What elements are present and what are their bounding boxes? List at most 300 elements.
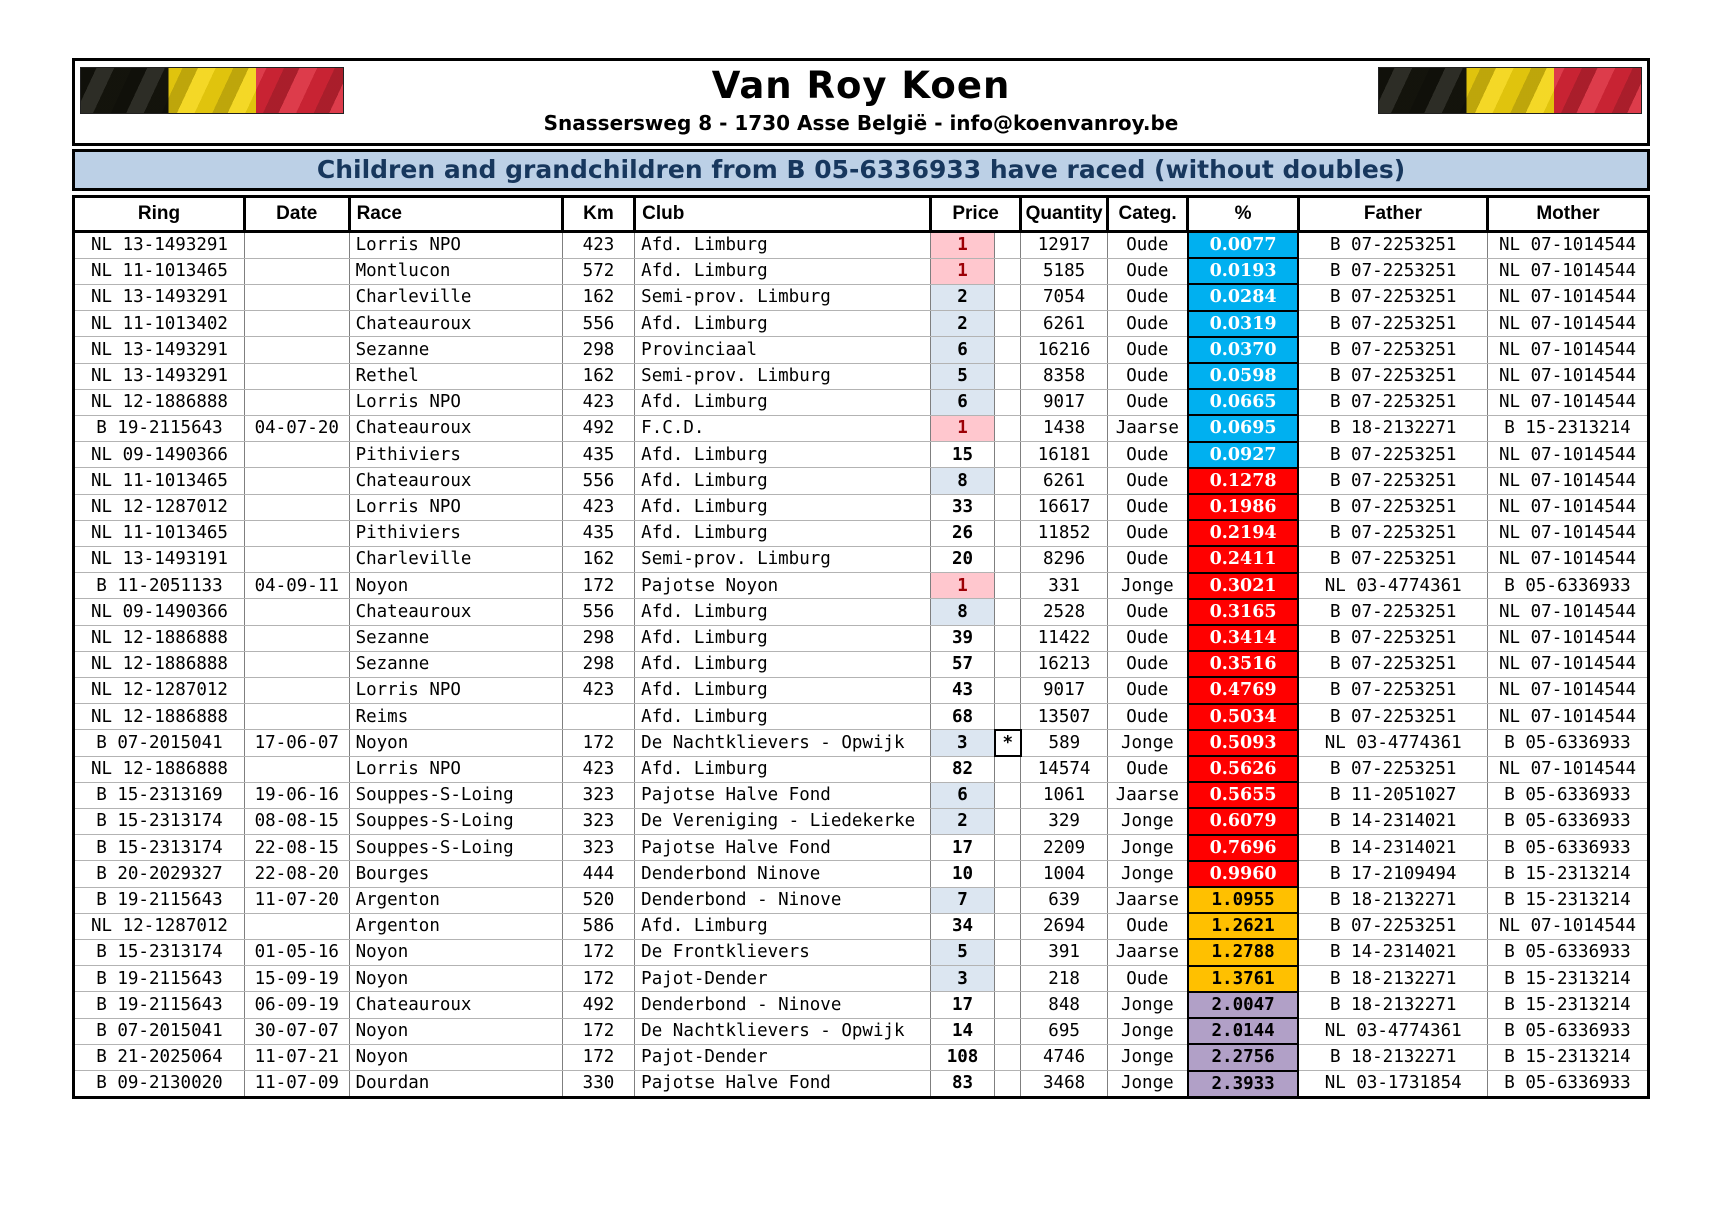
cell-categ: Jonge <box>1107 835 1187 861</box>
table-row <box>74 284 1649 310</box>
cell-father: B 07-2253251 <box>1298 284 1487 310</box>
cell-price: 1 <box>930 573 994 599</box>
cell-ring: B 09-2130020 <box>74 1071 245 1098</box>
cell-km: 492 <box>562 415 634 441</box>
cell-categ: Jonge <box>1107 1044 1187 1070</box>
cell-km: 444 <box>562 861 634 887</box>
cell-ring: NL 13-1493191 <box>74 546 245 572</box>
cell-mother: NL 07-1014544 <box>1488 625 1649 651</box>
cell-price: 26 <box>930 520 994 546</box>
cell-ring: B 19-2115643 <box>74 415 245 441</box>
cell-race: Pithiviers <box>349 520 562 546</box>
cell-price: 108 <box>930 1044 994 1070</box>
cell-father: B 07-2253251 <box>1298 599 1487 625</box>
cell-categ: Oude <box>1107 520 1187 546</box>
cell-mother: B 05-6336933 <box>1488 835 1649 861</box>
cell-quantity: 16181 <box>1021 442 1107 468</box>
cell-categ: Jonge <box>1107 808 1187 834</box>
cell-percent: 0.0370 <box>1188 337 1299 363</box>
cell-star-flag <box>995 704 1021 730</box>
cell-percent: 2.2756 <box>1188 1044 1299 1070</box>
cell-father: B 07-2253251 <box>1298 363 1487 389</box>
table-row <box>74 468 1649 494</box>
cell-km: 423 <box>562 232 634 259</box>
cell-categ: Jonge <box>1107 730 1187 756</box>
cell-mother: NL 07-1014544 <box>1488 704 1649 730</box>
cell-star-flag <box>995 258 1021 284</box>
column-header-categ: Categ. <box>1107 197 1187 232</box>
cell-percent: 0.5655 <box>1188 782 1299 808</box>
table-row <box>74 337 1649 363</box>
cell-ring: B 19-2115643 <box>74 966 245 992</box>
cell-mother: B 15-2313214 <box>1488 861 1649 887</box>
cell-categ: Jaarse <box>1107 939 1187 965</box>
cell-categ: Oude <box>1107 704 1187 730</box>
cell-price: 82 <box>930 756 994 782</box>
cell-mother: B 15-2313214 <box>1488 415 1649 441</box>
cell-quantity: 9017 <box>1021 677 1107 703</box>
cell-date <box>244 651 349 677</box>
cell-price: 15 <box>930 442 994 468</box>
cell-father: B 18-2132271 <box>1298 992 1487 1018</box>
cell-categ: Oude <box>1107 651 1187 677</box>
cell-date: 11-07-09 <box>244 1071 349 1098</box>
cell-categ: Oude <box>1107 494 1187 520</box>
cell-club: Afd. Limburg <box>635 677 931 703</box>
cell-ring: NL 12-1287012 <box>74 913 245 939</box>
cell-price: 17 <box>930 992 994 1018</box>
cell-km: 435 <box>562 442 634 468</box>
cell-percent: 0.5093 <box>1188 730 1299 756</box>
cell-star-flag <box>995 599 1021 625</box>
cell-percent: 0.0927 <box>1188 442 1299 468</box>
cell-quantity: 4746 <box>1021 1044 1107 1070</box>
cell-father: NL 03-1731854 <box>1298 1071 1487 1098</box>
cell-star-flag <box>995 494 1021 520</box>
cell-star-flag <box>995 913 1021 939</box>
table-row <box>74 939 1649 965</box>
cell-price: 8 <box>930 599 994 625</box>
cell-categ: Oude <box>1107 913 1187 939</box>
cell-km: 492 <box>562 992 634 1018</box>
cell-ring: NL 11-1013465 <box>74 468 245 494</box>
cell-date: 17-06-07 <box>244 730 349 756</box>
table-row <box>74 835 1649 861</box>
cell-star-flag <box>995 756 1021 782</box>
cell-date: 04-07-20 <box>244 415 349 441</box>
cell-club: Pajot-Dender <box>635 1044 931 1070</box>
cell-km: 172 <box>562 966 634 992</box>
cell-club: Afd. Limburg <box>635 913 931 939</box>
cell-quantity: 16213 <box>1021 651 1107 677</box>
cell-father: B 07-2253251 <box>1298 625 1487 651</box>
cell-father: B 14-2314021 <box>1298 808 1487 834</box>
cell-father: B 07-2253251 <box>1298 520 1487 546</box>
table-row <box>74 625 1649 651</box>
cell-ring: NL 12-1886888 <box>74 704 245 730</box>
cell-ring: NL 13-1493291 <box>74 363 245 389</box>
cell-ring: NL 09-1490366 <box>74 442 245 468</box>
cell-star-flag <box>995 284 1021 310</box>
cell-date <box>244 389 349 415</box>
cell-ring: NL 12-1886888 <box>74 651 245 677</box>
cell-date <box>244 258 349 284</box>
cell-race: Sezanne <box>349 651 562 677</box>
cell-price: 6 <box>930 337 994 363</box>
cell-percent: 2.0144 <box>1188 1018 1299 1044</box>
cell-quantity: 8296 <box>1021 546 1107 572</box>
cell-date <box>244 520 349 546</box>
cell-categ: Oude <box>1107 258 1187 284</box>
cell-price: 20 <box>930 546 994 572</box>
cell-percent: 0.5626 <box>1188 756 1299 782</box>
cell-km: 323 <box>562 808 634 834</box>
cell-star-flag <box>995 415 1021 441</box>
cell-race: Lorris NPO <box>349 494 562 520</box>
cell-km: 298 <box>562 337 634 363</box>
cell-categ: Jonge <box>1107 992 1187 1018</box>
cell-km: 586 <box>562 913 634 939</box>
cell-father: B 07-2253251 <box>1298 494 1487 520</box>
cell-date <box>244 232 349 259</box>
cell-categ: Oude <box>1107 442 1187 468</box>
cell-categ: Oude <box>1107 599 1187 625</box>
cell-percent: 0.0319 <box>1188 311 1299 337</box>
cell-star-flag <box>995 1044 1021 1070</box>
cell-ring: B 15-2313169 <box>74 782 245 808</box>
cell-categ: Jonge <box>1107 861 1187 887</box>
cell-percent: 0.7696 <box>1188 835 1299 861</box>
cell-club: Afd. Limburg <box>635 756 931 782</box>
cell-categ: Oude <box>1107 232 1187 259</box>
cell-km: 520 <box>562 887 634 913</box>
cell-ring: NL 13-1493291 <box>74 284 245 310</box>
cell-mother: NL 07-1014544 <box>1488 599 1649 625</box>
cell-price: 7 <box>930 887 994 913</box>
cell-categ: Oude <box>1107 311 1187 337</box>
column-header-percent: % <box>1188 197 1299 232</box>
cell-date: 04-09-11 <box>244 573 349 599</box>
cell-mother: B 05-6336933 <box>1488 730 1649 756</box>
cell-km: 298 <box>562 651 634 677</box>
table-row <box>74 1071 1649 1098</box>
cell-father: NL 03-4774361 <box>1298 1018 1487 1044</box>
table-row <box>74 573 1649 599</box>
cell-categ: Jonge <box>1107 573 1187 599</box>
cell-club: Afd. Limburg <box>635 651 931 677</box>
cell-mother: B 05-6336933 <box>1488 939 1649 965</box>
cell-ring: B 19-2115643 <box>74 992 245 1018</box>
cell-quantity: 848 <box>1021 992 1107 1018</box>
cell-star-flag <box>995 546 1021 572</box>
cell-price: 83 <box>930 1071 994 1098</box>
column-header-race: Race <box>349 197 562 232</box>
cell-mother: B 15-2313214 <box>1488 966 1649 992</box>
cell-star-flag <box>995 677 1021 703</box>
cell-race: Sezanne <box>349 625 562 651</box>
cell-father: NL 03-4774361 <box>1298 573 1487 599</box>
cell-price: 5 <box>930 363 994 389</box>
cell-quantity: 3468 <box>1021 1071 1107 1098</box>
cell-race: Chateauroux <box>349 415 562 441</box>
cell-quantity: 8358 <box>1021 363 1107 389</box>
cell-date: 19-06-16 <box>244 782 349 808</box>
cell-price: 14 <box>930 1018 994 1044</box>
cell-race: Chateauroux <box>349 311 562 337</box>
cell-club: De Nachtklievers - Opwijk <box>635 730 931 756</box>
cell-percent: 0.0193 <box>1188 258 1299 284</box>
cell-father: B 07-2253251 <box>1298 468 1487 494</box>
cell-club: Pajotse Halve Fond <box>635 782 931 808</box>
cell-date <box>244 442 349 468</box>
cell-price: 17 <box>930 835 994 861</box>
cell-father: B 14-2314021 <box>1298 835 1487 861</box>
cell-km: 172 <box>562 573 634 599</box>
cell-km: 172 <box>562 1044 634 1070</box>
cell-father: B 18-2132271 <box>1298 415 1487 441</box>
cell-father: B 07-2253251 <box>1298 232 1487 259</box>
cell-star-flag <box>995 1071 1021 1098</box>
header-row <box>74 197 1649 232</box>
cell-quantity: 11852 <box>1021 520 1107 546</box>
cell-percent: 0.2411 <box>1188 546 1299 572</box>
cell-categ: Jaarse <box>1107 887 1187 913</box>
cell-quantity: 6261 <box>1021 311 1107 337</box>
cell-star-flag <box>995 363 1021 389</box>
cell-mother: B 15-2313214 <box>1488 1044 1649 1070</box>
cell-mother: NL 07-1014544 <box>1488 258 1649 284</box>
cell-ring: B 15-2313174 <box>74 939 245 965</box>
cell-father: B 11-2051027 <box>1298 782 1487 808</box>
cell-percent: 0.0695 <box>1188 415 1299 441</box>
cell-mother: NL 07-1014544 <box>1488 337 1649 363</box>
cell-mother: B 15-2313214 <box>1488 992 1649 1018</box>
cell-mother: B 05-6336933 <box>1488 1018 1649 1044</box>
cell-date <box>244 756 349 782</box>
cell-club: De Nachtklievers - Opwijk <box>635 1018 931 1044</box>
cell-star-flag <box>995 389 1021 415</box>
cell-father: B 07-2253251 <box>1298 442 1487 468</box>
table-row <box>74 677 1649 703</box>
cell-race: Souppes-S-Loing <box>349 808 562 834</box>
cell-price: 3 <box>930 966 994 992</box>
cell-ring: NL 09-1490366 <box>74 599 245 625</box>
cell-star-flag <box>995 625 1021 651</box>
table-row <box>74 861 1649 887</box>
cell-quantity: 11422 <box>1021 625 1107 651</box>
cell-price: 2 <box>930 284 994 310</box>
cell-club: Afd. Limburg <box>635 494 931 520</box>
table-row <box>74 494 1649 520</box>
cell-ring: B 07-2015041 <box>74 1018 245 1044</box>
cell-date <box>244 468 349 494</box>
table-row <box>74 651 1649 677</box>
cell-categ: Oude <box>1107 756 1187 782</box>
cell-percent: 0.2194 <box>1188 520 1299 546</box>
cell-date <box>244 913 349 939</box>
cell-date <box>244 677 349 703</box>
cell-km: 162 <box>562 284 634 310</box>
cell-race: Sezanne <box>349 337 562 363</box>
cell-quantity: 331 <box>1021 573 1107 599</box>
cell-club: Semi-prov. Limburg <box>635 284 931 310</box>
cell-quantity: 12917 <box>1021 232 1107 259</box>
cell-quantity: 695 <box>1021 1018 1107 1044</box>
cell-race: Noyon <box>349 730 562 756</box>
table-row <box>74 704 1649 730</box>
cell-percent: 0.3516 <box>1188 651 1299 677</box>
column-header-km: Km <box>562 197 634 232</box>
cell-race: Reims <box>349 704 562 730</box>
cell-quantity: 2528 <box>1021 599 1107 625</box>
cell-date <box>244 363 349 389</box>
cell-price: 33 <box>930 494 994 520</box>
cell-father: B 07-2253251 <box>1298 651 1487 677</box>
cell-date: 22-08-15 <box>244 835 349 861</box>
table-row <box>74 887 1649 913</box>
cell-percent: 2.0047 <box>1188 992 1299 1018</box>
column-header-mother: Mother <box>1488 197 1649 232</box>
cell-club: Afd. Limburg <box>635 258 931 284</box>
table-row <box>74 232 1649 259</box>
cell-mother: NL 07-1014544 <box>1488 311 1649 337</box>
cell-date: 30-07-07 <box>244 1018 349 1044</box>
cell-price: 1 <box>930 258 994 284</box>
header <box>72 58 1650 146</box>
banner-title: Children and grandchildren from B 05-6336933 have raced (without doubles) <box>72 149 1650 191</box>
cell-quantity: 589 <box>1021 730 1107 756</box>
cell-mother: B 05-6336933 <box>1488 1071 1649 1098</box>
cell-star-flag <box>995 311 1021 337</box>
cell-father: B 07-2253251 <box>1298 677 1487 703</box>
column-header-date: Date <box>244 197 349 232</box>
cell-star-flag <box>995 1018 1021 1044</box>
cell-price: 39 <box>930 625 994 651</box>
cell-categ: Oude <box>1107 966 1187 992</box>
cell-km: 556 <box>562 311 634 337</box>
cell-quantity: 329 <box>1021 808 1107 834</box>
cell-club: Afd. Limburg <box>635 389 931 415</box>
cell-race: Bourges <box>349 861 562 887</box>
cell-star-flag <box>995 651 1021 677</box>
cell-percent: 1.2621 <box>1188 913 1299 939</box>
cell-race: Argenton <box>349 913 562 939</box>
cell-mother: NL 07-1014544 <box>1488 442 1649 468</box>
belgian-flag-left-icon <box>80 67 344 114</box>
cell-club: Semi-prov. Limburg <box>635 546 931 572</box>
cell-quantity: 9017 <box>1021 389 1107 415</box>
cell-categ: Oude <box>1107 468 1187 494</box>
cell-date: 11-07-20 <box>244 887 349 913</box>
cell-km: 556 <box>562 599 634 625</box>
cell-mother: NL 07-1014544 <box>1488 520 1649 546</box>
cell-ring: NL 13-1493291 <box>74 232 245 259</box>
cell-father: NL 03-4774361 <box>1298 730 1487 756</box>
cell-race: Charleville <box>349 284 562 310</box>
cell-mother: NL 07-1014544 <box>1488 546 1649 572</box>
page-title: Van Roy Koen <box>711 64 1011 107</box>
cell-ring: NL 11-1013465 <box>74 520 245 546</box>
cell-race: Dourdan <box>349 1071 562 1098</box>
cell-race: Noyon <box>349 573 562 599</box>
cell-price: 5 <box>930 939 994 965</box>
cell-club: Pajotse Noyon <box>635 573 931 599</box>
cell-categ: Oude <box>1107 677 1187 703</box>
column-header-club: Club <box>635 197 931 232</box>
cell-star-flag <box>995 966 1021 992</box>
table-row <box>74 389 1649 415</box>
table-row <box>74 756 1649 782</box>
cell-ring: B 21-2025064 <box>74 1044 245 1070</box>
table-row <box>74 546 1649 572</box>
cell-race: Noyon <box>349 1018 562 1044</box>
cell-categ: Jaarse <box>1107 415 1187 441</box>
cell-date: 08-08-15 <box>244 808 349 834</box>
cell-percent: 1.0955 <box>1188 887 1299 913</box>
cell-price: 2 <box>930 311 994 337</box>
cell-race: Rethel <box>349 363 562 389</box>
table-row <box>74 442 1649 468</box>
cell-race: Lorris NPO <box>349 232 562 259</box>
cell-quantity: 639 <box>1021 887 1107 913</box>
cell-quantity: 1061 <box>1021 782 1107 808</box>
cell-club: Semi-prov. Limburg <box>635 363 931 389</box>
cell-club: Afd. Limburg <box>635 232 931 259</box>
cell-race: Lorris NPO <box>349 389 562 415</box>
cell-mother: B 05-6336933 <box>1488 808 1649 834</box>
results-table <box>72 195 1650 1099</box>
cell-percent: 0.9960 <box>1188 861 1299 887</box>
cell-percent: 0.1278 <box>1188 468 1299 494</box>
cell-father: B 07-2253251 <box>1298 756 1487 782</box>
cell-club: Afd. Limburg <box>635 625 931 651</box>
cell-club: Afd. Limburg <box>635 520 931 546</box>
cell-price: 8 <box>930 468 994 494</box>
cell-price: 57 <box>930 651 994 677</box>
address-line: Snassersweg 8 - 1730 Asse België - info@koenvanroy.be <box>543 111 1179 135</box>
cell-race: Noyon <box>349 966 562 992</box>
cell-ring: B 19-2115643 <box>74 887 245 913</box>
cell-percent: 0.0284 <box>1188 284 1299 310</box>
cell-race: Charleville <box>349 546 562 572</box>
cell-mother: NL 07-1014544 <box>1488 389 1649 415</box>
cell-date: 06-09-19 <box>244 992 349 1018</box>
cell-ring: B 11-2051133 <box>74 573 245 599</box>
cell-date <box>244 599 349 625</box>
cell-club: Denderbond - Ninove <box>635 887 931 913</box>
cell-quantity: 5185 <box>1021 258 1107 284</box>
cell-km: 172 <box>562 939 634 965</box>
cell-star-flag <box>995 520 1021 546</box>
cell-date: 22-08-20 <box>244 861 349 887</box>
cell-km: 423 <box>562 494 634 520</box>
cell-father: B 14-2314021 <box>1298 939 1487 965</box>
cell-categ: Oude <box>1107 389 1187 415</box>
cell-price: 6 <box>930 782 994 808</box>
cell-ring: NL 12-1886888 <box>74 389 245 415</box>
cell-date <box>244 704 349 730</box>
table-row <box>74 363 1649 389</box>
cell-price: 6 <box>930 389 994 415</box>
table-row <box>74 782 1649 808</box>
cell-quantity: 391 <box>1021 939 1107 965</box>
cell-price: 1 <box>930 415 994 441</box>
cell-date: 15-09-19 <box>244 966 349 992</box>
cell-father: B 18-2132271 <box>1298 1044 1487 1070</box>
cell-price: 68 <box>930 704 994 730</box>
cell-ring: B 15-2313174 <box>74 808 245 834</box>
table-row <box>74 258 1649 284</box>
